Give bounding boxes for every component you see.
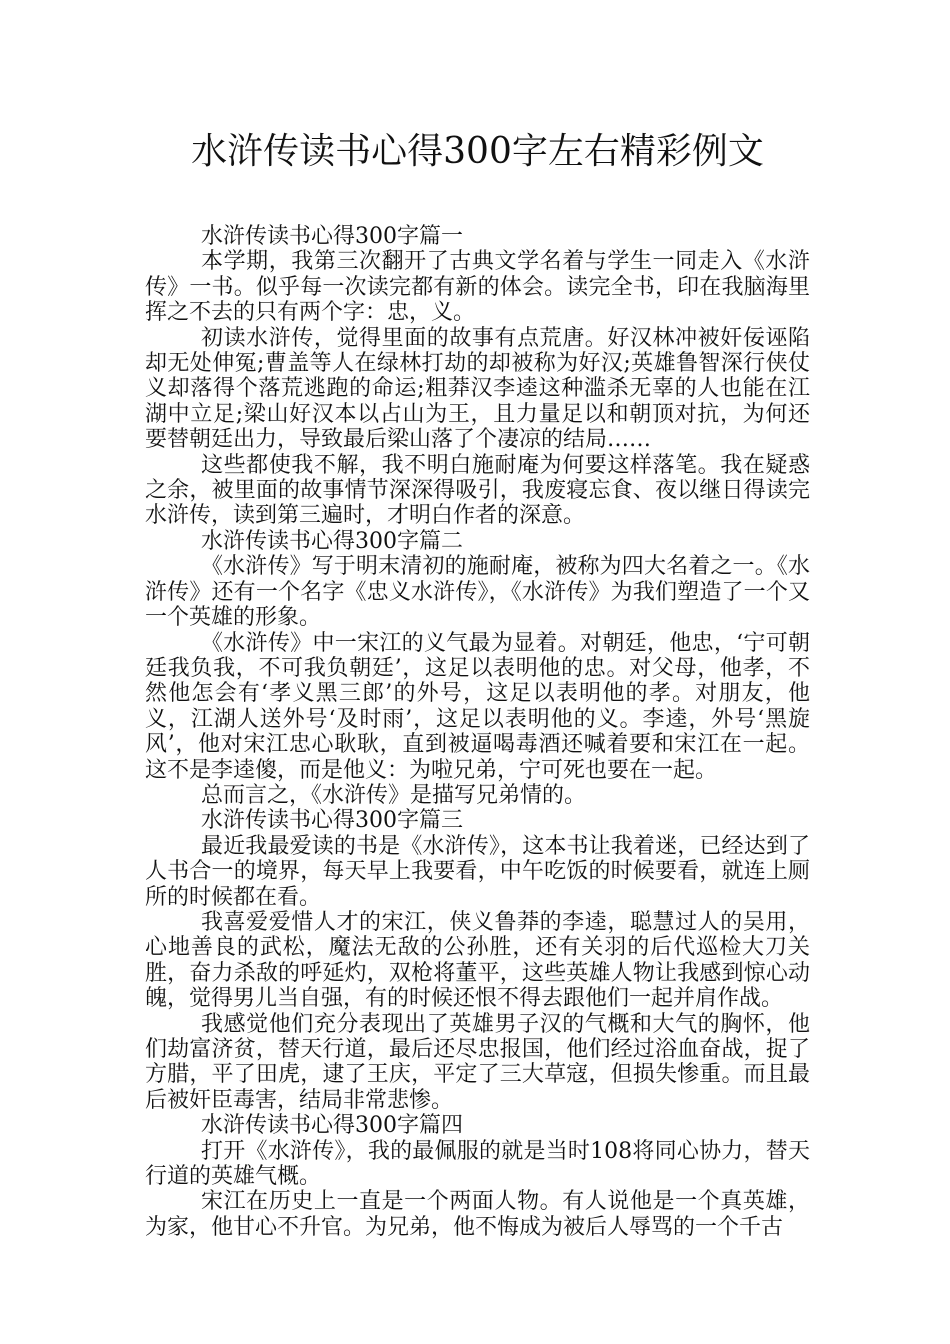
section-heading-1: 水浒传读书心得300字篇一 [201, 224, 463, 249]
paragraph: 打开《水浒传》，我的最佩服的就是当时108将同心协力，替天行道的英雄气概。 [145, 1138, 810, 1190]
paragraph: 《水浒传》写于明末清初的施耐庵，被称为四大名着之一。《水浒传》还有一个名字《忠义水浒传》，《水浒传》为我们塑造了一个又一个英雄的形象。 [145, 554, 810, 631]
paragraph: 宋江在历史上一直是一个两面人物。有人说他是一个真英雄，为家，他甘心不升官。为兄弟，他不悔成为被后人辱骂的一个千古 [145, 1189, 810, 1240]
paragraph: 初读水浒传，觉得里面的故事有点荒唐。好汉林冲被奸佞诬陷却无处伸冤;曹盖等人在绿林打劫的却被称为好汉;英雄鲁智深行侠仗义却落得个落荒逃跑的命运;粗莽汉李逵这种滥杀无辜的人也能在江湖中立足;梁山好汉本以占山为王，且力量足以和朝顶对抗，为何还要替朝廷出力，导致最后梁山落了个凄凉的结局…… [145, 325, 810, 453]
document-body [145, 224, 810, 1240]
section-heading-2: 水浒传读书心得300字篇二 [201, 528, 463, 554]
paragraph: 我感觉他们充分表现出了英雄男子汉的气概和大气的胸怀，他们劫富济贫，替天行道，最后还尽忠报国，他们经过浴血奋战，捉了方腊，平了田虎，逮了王庆，平定了三大草寇，但损失惨重。而且最后被奸臣毒害，结局非常悲惨。 [145, 1011, 810, 1113]
paragraph: 我喜爱爱惜人才的宋江，侠义鲁莽的李逵，聪慧过人的吴用，心地善良的武松，魔法无敌的公孙胜，还有关羽的后代巡检大刀关胜，奋力杀敌的呼延灼，双枪将董平，这些英雄人物让我感到惊心动魄，觉得男儿当自强，有的时候还恨不得去跟他们一起并肩作战。 [145, 909, 810, 1012]
document-page [145, 0, 810, 1240]
paragraph: 最近我最爱读的书是《水浒传》，这本书让我着迷，已经达到了人书合一的境界，每天早上我要看，中午吃饭的时候要看，就连上厕所的时候都在看。 [145, 833, 810, 910]
document-title: 水浒传读书心得300字左右精彩例文 [191, 131, 764, 172]
section-heading-3: 水浒传读书心得300字篇三 [201, 808, 463, 834]
paragraph: 《水浒传》中一宋江的义气最为显着。对朝廷，他忠，‘宁可朝廷我负我，不可我负朝廷’，这足以表明他的忠。对父母，他孝，不然他怎会有‘孝义黑三郎’的外号，这足以表明他的孝。对朋友，他义，江湖人送外号‘及时雨’，这足以表明他的义。李逵，外号‘黑旋风’，他对宋江忠心耿耿，直到被逼喝毒酒还喊着要和宋江在一起。这不是李逵傻，而是他义：为啦兄弟，宁可死也要在一起。 [145, 630, 810, 783]
section-heading-4: 水浒传读书心得300字篇四 [201, 1113, 463, 1139]
paragraph: 本学期，我第三次翻开了古典文学名着与学生一同走入《水浒传》一书。似乎每一次读完都有新的体会。读完全书，印在我脑海里挥之不去的只有两个字：忠，义。 [145, 249, 810, 326]
paragraph: 总而言之，《水浒传》是描写兄弟情的。 [201, 782, 587, 808]
paragraph: 这些都使我不解，我不明白施耐庵为何要这样落笔。我在疑惑之余，被里面的故事情节深深得吸引，我废寝忘食、夜以继日得读完水浒传，读到第三遍时，才明白作者的深意。 [145, 452, 810, 529]
